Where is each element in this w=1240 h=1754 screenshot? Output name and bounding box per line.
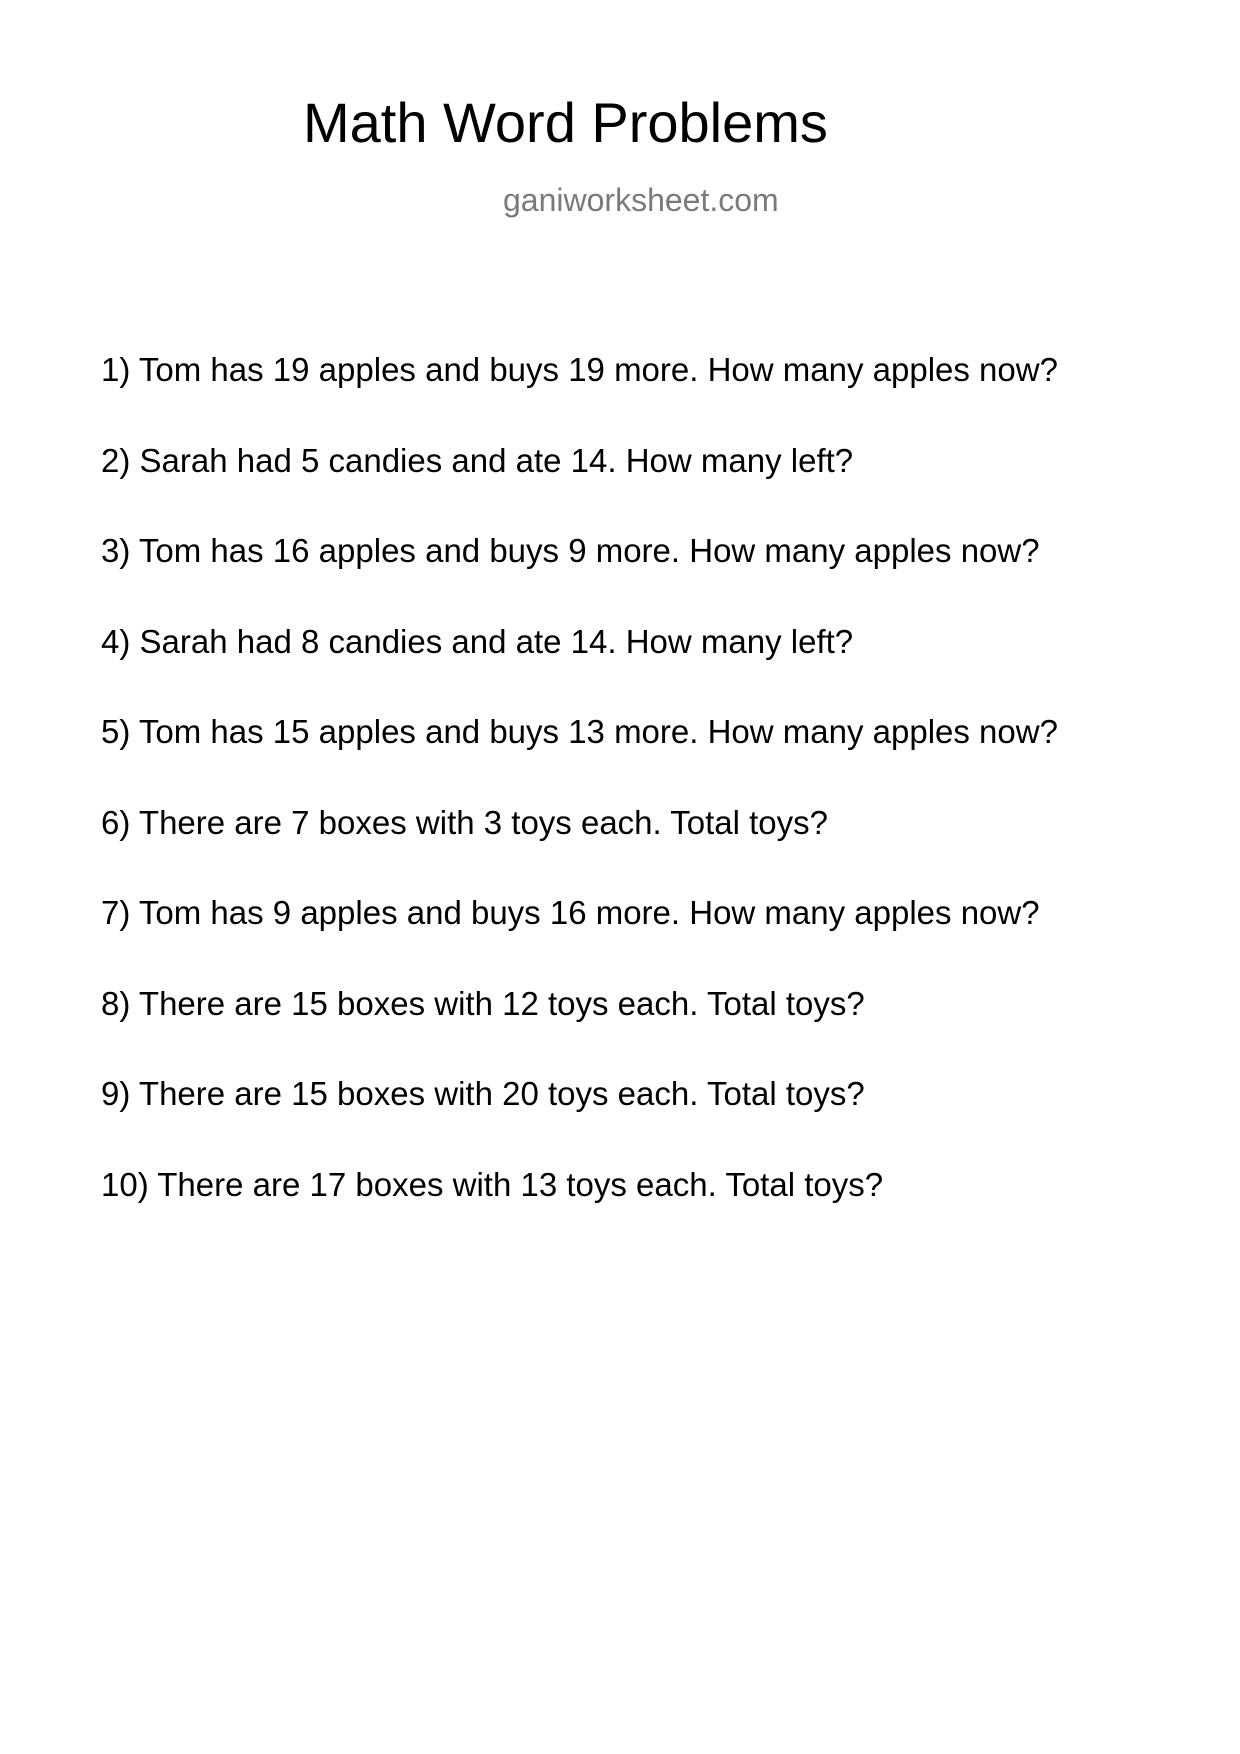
source-website: ganiworksheet.com [503,182,779,218]
problem-item: 4) Sarah had 8 candies and ate 14. How many left? [101,622,854,660]
problem-list [101,352,1058,1257]
problem-item: 2) Sarah had 5 candies and ate 14. How many left? [101,441,854,479]
problem-item: 10) There are 17 boxes with 13 toys each. Total toys? [101,1165,884,1203]
problem-item: 5) Tom has 15 apples and buys 13 more. How many apples now? [101,713,1058,750]
problem-item: 8) There are 15 boxes with 12 toys each. Total toys? [101,984,865,1022]
problem-item: 9) There are 15 boxes with 20 toys each. Total toys? [101,1075,865,1112]
problem-item: 7) Tom has 9 apples and buys 16 more. How many apples now? [101,894,1040,931]
problem-item: 1) Tom has 19 apples and buys 19 more. How many apples now? [101,351,1058,388]
problem-item: 6) There are 7 boxes with 3 toys each. Total toys? [101,803,829,841]
problem-item: 3) Tom has 16 apples and buys 9 more. How many apples now? [101,532,1040,569]
page-title: Math Word Problems [303,91,828,154]
